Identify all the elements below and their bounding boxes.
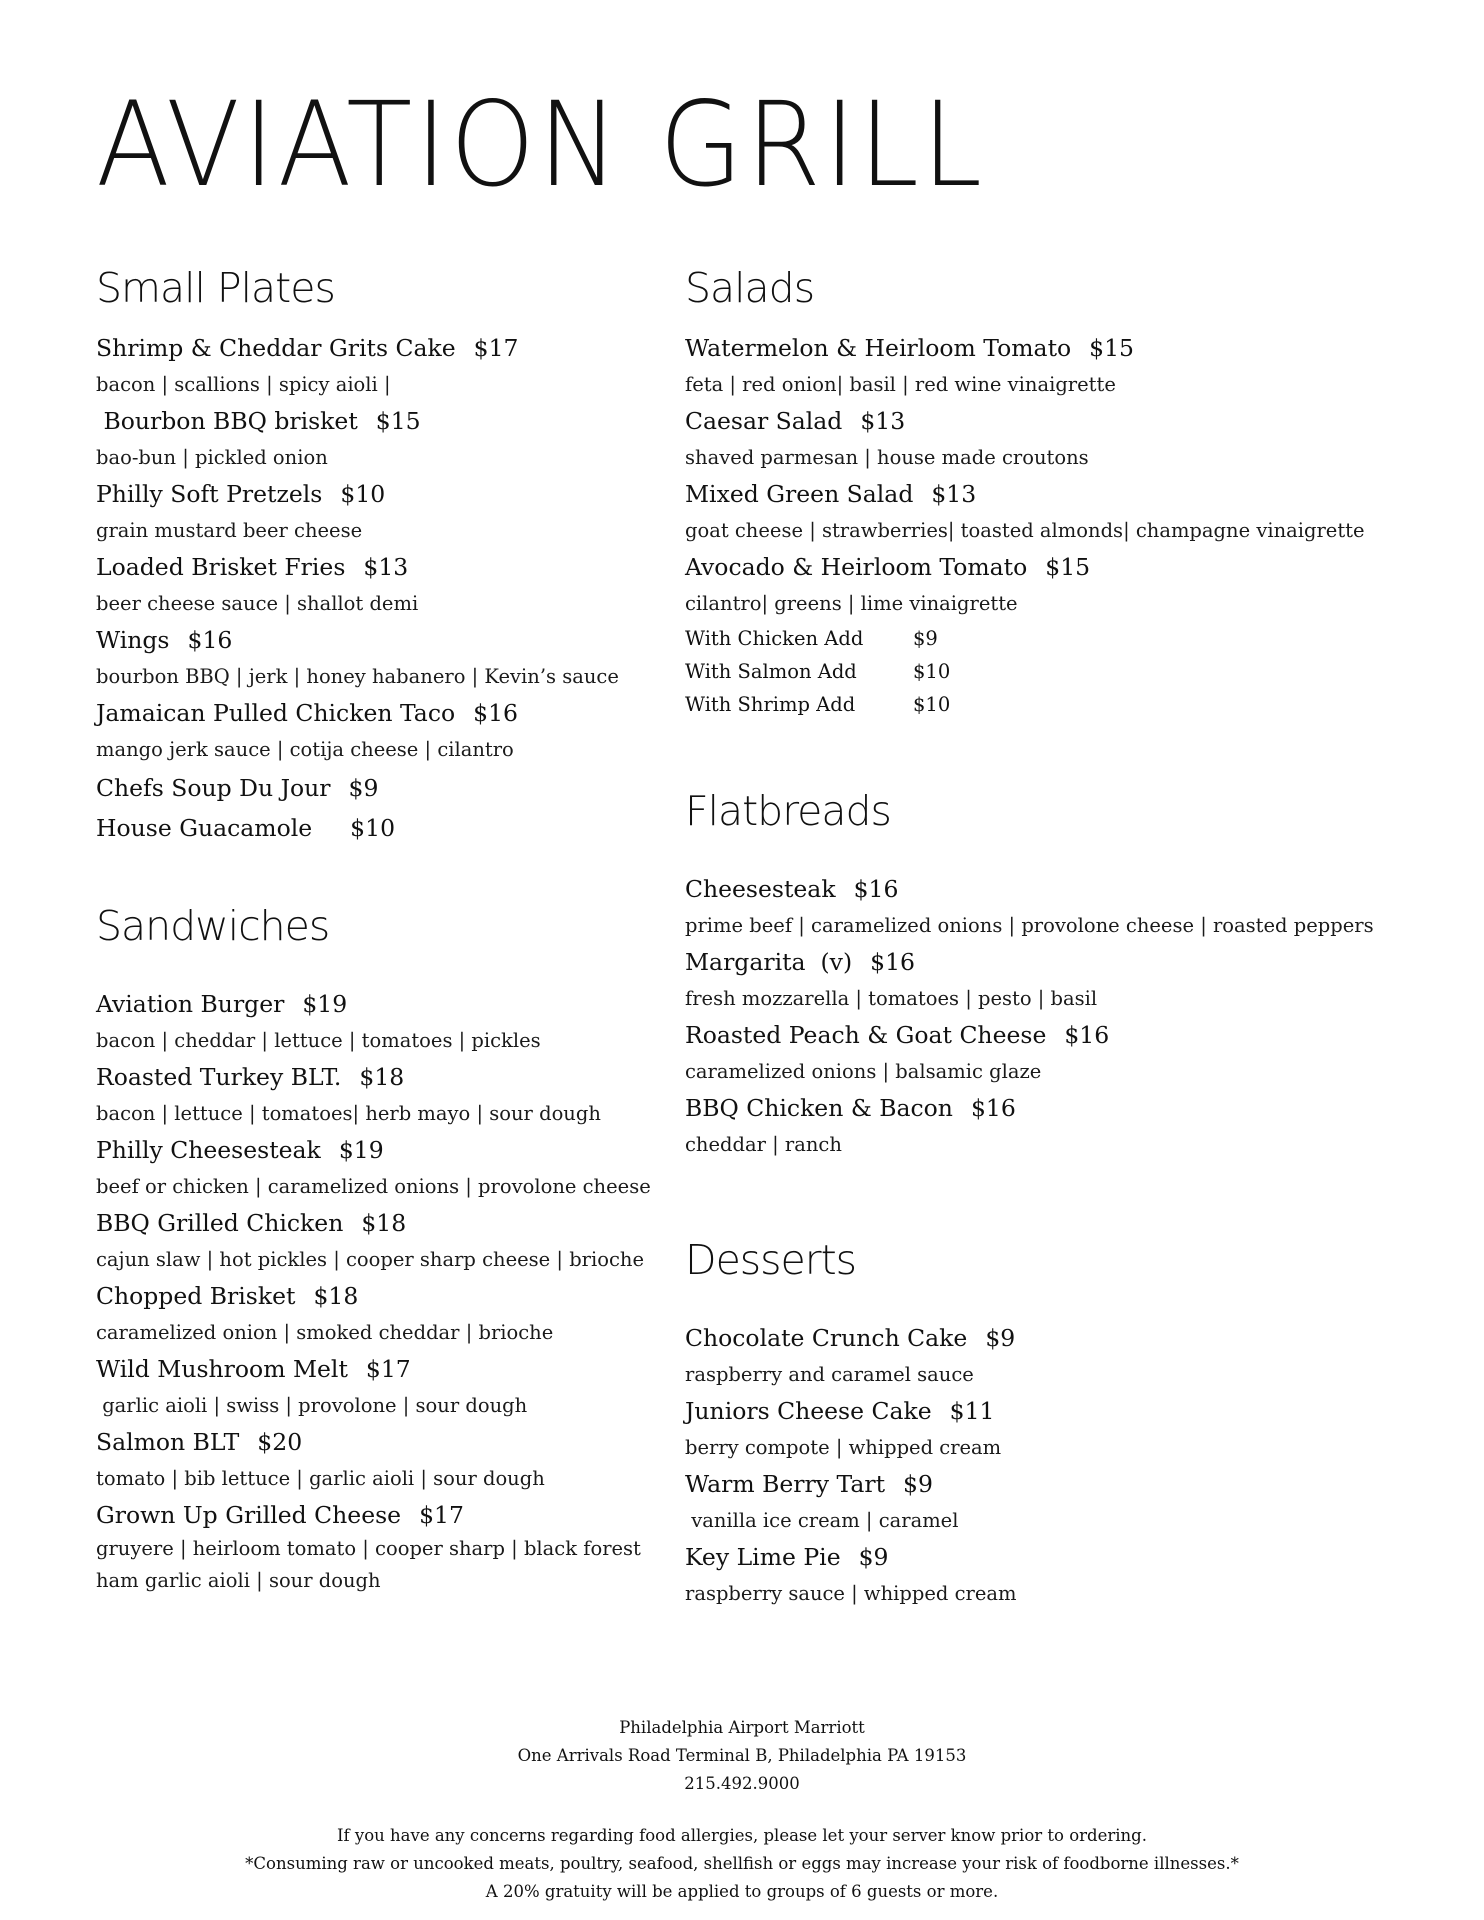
menu-item (96, 695, 736, 768)
menu-item (685, 944, 1325, 1017)
allergy-notice: If you have any concerns regarding food allergies, please let your server know prior to ordering. (337, 1826, 1147, 1845)
menu-title: AVIATION GRILL (96, 78, 986, 214)
item-name-row (96, 476, 736, 512)
item-price: $16 (853, 875, 899, 903)
item-price: $19 (302, 990, 348, 1018)
venue-info (0, 1714, 1484, 1798)
menu-item (685, 403, 1325, 476)
menu-item (685, 871, 1374, 944)
item-name: Wings (96, 626, 170, 654)
add-on-price: $10 (913, 693, 951, 716)
item-price: $16 (473, 699, 518, 727)
item-description: bacon | scallions | spicy aioli | (96, 373, 391, 396)
item-name-row (96, 330, 736, 366)
section-flatbreads (685, 785, 1374, 1163)
menu-item (96, 403, 736, 476)
item-description: shaved parmesan | house made croutons (685, 446, 1089, 469)
item-price: $13 (363, 553, 409, 581)
item-name: Jamaican Pulled Chicken Taco (96, 699, 456, 727)
section-heading: Flatbreads (685, 787, 891, 835)
item-description: beef or chicken | caramelized onions | provolone cheese (96, 1175, 651, 1198)
menu-item (96, 768, 736, 808)
item-price: $9 (858, 1543, 889, 1571)
item-price: $16 (187, 626, 233, 654)
item-name-row (685, 944, 1325, 980)
item-description: gruyere | heirloom tomato | cooper sharp | black forest ham garlic aioli | sour dough (96, 1537, 641, 1592)
item-name-row (96, 549, 736, 585)
item-name-row (685, 476, 1325, 512)
item-name: House Guacamole (96, 814, 313, 842)
item-name: Caesar Salad (685, 407, 843, 435)
item-name: Philly Soft Pretzels (96, 480, 323, 508)
item-name-row (96, 1132, 736, 1168)
item-description: tomato | bib lettuce | garlic aioli | sour dough (96, 1467, 545, 1490)
section-sandwiches (96, 900, 736, 1601)
item-name: Loaded Brisket Fries (96, 553, 346, 581)
item-description: caramelized onion | smoked cheddar | brioche (96, 1321, 554, 1344)
menu-item (96, 1424, 736, 1497)
menu-item (96, 986, 736, 1059)
item-description: prime beef | caramelized onions | provolone cheese | roasted peppers (685, 914, 1374, 937)
item-price: $20 (257, 1428, 303, 1456)
item-description: bacon | cheddar | lettuce | tomatoes | pickles (96, 1029, 541, 1052)
menu-item (685, 1539, 1325, 1612)
item-name-row (685, 871, 1325, 907)
item-description: berry compote | whipped cream (685, 1436, 1002, 1459)
item-name: Warm Berry Tart (685, 1470, 886, 1498)
menu-item (96, 1351, 736, 1424)
item-price: $13 (931, 480, 977, 508)
item-name-row (96, 1278, 736, 1314)
item-price: $16 (870, 948, 915, 976)
item-description: cilantro| greens | lime vinaigrette (685, 592, 1018, 615)
item-name: Mixed Green Salad (685, 480, 914, 508)
item-price: $9 (348, 774, 379, 802)
item-price: $10 (350, 814, 396, 842)
add-on-item (685, 622, 1325, 655)
add-on-list (685, 622, 1325, 721)
item-name-row (96, 1059, 736, 1095)
raw-food-notice: *Consuming raw or uncooked meats, poultry, seafood, shellfish or eggs may increase your risk of foodborne illnesses.* (245, 1854, 1239, 1873)
item-price: $10 (340, 480, 386, 508)
menu-item (96, 476, 736, 549)
item-name-row (96, 808, 736, 848)
item-description: mango jerk sauce | cotija cheese | cilantro (96, 738, 514, 761)
menu-item (96, 1132, 736, 1205)
item-name-row (685, 549, 1325, 585)
venue-phone: 215.492.9000 (684, 1774, 800, 1793)
item-description: garlic aioli | swiss | provolone | sour dough (96, 1394, 528, 1417)
item-name-row (685, 1090, 1325, 1126)
item-description: beer cheese sauce | shallot demi (96, 592, 419, 615)
item-name: Key Lime Pie (685, 1543, 841, 1571)
menu-item-list (96, 986, 736, 1601)
item-name: Bourbon BBQ brisket (96, 407, 358, 435)
menu-item-list (685, 330, 1365, 622)
item-name: BBQ Grilled Chicken (96, 1209, 344, 1237)
section-salads (685, 262, 1365, 721)
item-price: $13 (860, 407, 906, 435)
menu-item (96, 549, 736, 622)
item-price: $15 (375, 407, 421, 435)
item-description: grain mustard beer cheese (96, 519, 363, 542)
section-heading: Salads (685, 264, 815, 312)
item-description: fresh mozzarella | tomatoes | pesto | basil (685, 987, 1098, 1010)
item-name: Salmon BLT (96, 1428, 240, 1456)
section-heading: Sandwiches (96, 902, 330, 950)
item-price: $18 (313, 1282, 359, 1310)
item-description: cajun slaw | hot pickles | cooper sharp cheese | brioche (96, 1248, 644, 1271)
menu-item-list (685, 1320, 1325, 1612)
item-name: Chocolate Crunch Cake (685, 1324, 968, 1352)
item-name-row (96, 1497, 736, 1533)
item-name: Wild Mushroom Melt (96, 1355, 348, 1383)
menu-item (685, 330, 1325, 403)
menu-item (685, 476, 1365, 549)
venue-address: One Arrivals Road Terminal B, Philadelphia PA 19153 (517, 1746, 967, 1765)
item-name-row (685, 1320, 1325, 1356)
item-name: Philly Cheesesteak (96, 1136, 321, 1164)
menu-item (96, 1278, 736, 1351)
item-price: $17 (473, 334, 519, 362)
menu-item (685, 1393, 1325, 1466)
add-on-item (685, 688, 1325, 721)
item-price: $17 (365, 1355, 411, 1383)
menu-item-list (96, 330, 736, 848)
item-name-row (685, 330, 1325, 366)
item-name-row (685, 1466, 1325, 1502)
item-name: Juniors Cheese Cake (685, 1397, 932, 1425)
item-name-row (96, 768, 736, 808)
venue-name: Philadelphia Airport Marriott (619, 1718, 865, 1737)
item-name-row (96, 622, 736, 658)
gratuity-notice: A 20% gratuity will be applied to groups of 6 guests or more. (485, 1882, 999, 1901)
item-name-row (685, 403, 1325, 439)
item-description: caramelized onions | balsamic glaze (685, 1060, 1042, 1083)
item-name-row (685, 1539, 1325, 1575)
item-name-row (96, 1351, 736, 1387)
item-name: Grown Up Grilled Cheese (96, 1501, 402, 1529)
add-on-item (685, 655, 1325, 688)
item-name: Cheesesteak (685, 875, 836, 903)
item-description: raspberry sauce | whipped cream (685, 1582, 1017, 1605)
add-on-label: With Shrimp Add (685, 693, 856, 716)
item-price: $15 (1045, 553, 1091, 581)
item-price: $9 (903, 1470, 933, 1498)
item-price: $19 (338, 1136, 384, 1164)
item-description: cheddar | ranch (685, 1133, 842, 1156)
item-price: $17 (419, 1501, 464, 1529)
item-price: $16 (970, 1094, 1016, 1122)
add-on-price: $10 (913, 660, 951, 683)
item-name: Avocado & Heirloom Tomato (685, 553, 1028, 581)
section-desserts (685, 1234, 1325, 1612)
item-name: Watermelon & Heirloom Tomato (685, 334, 1072, 362)
item-name-row (96, 695, 736, 731)
item-name-row (96, 403, 736, 439)
legal-notices (0, 1822, 1484, 1906)
menu-item (685, 1466, 1325, 1539)
item-description: bourbon BBQ | jerk | honey habanero | Kevin’s sauce (96, 665, 619, 688)
item-price: $9 (985, 1324, 1016, 1352)
item-price: $18 (361, 1209, 407, 1237)
menu-item (96, 1497, 736, 1601)
item-name: Margarita (v) (685, 948, 853, 976)
item-name: Chefs Soup Du Jour (96, 774, 331, 802)
item-name: Roasted Turkey BLT. (96, 1063, 342, 1091)
item-price: $11 (949, 1397, 995, 1425)
item-name: BBQ Chicken & Bacon (685, 1094, 953, 1122)
item-name-row (96, 986, 736, 1022)
item-name-row (96, 1424, 736, 1460)
menu-item (96, 808, 736, 848)
item-description: vanilla ice cream | caramel (685, 1509, 959, 1532)
menu-item (685, 1017, 1325, 1090)
item-name: Aviation Burger (96, 990, 285, 1018)
menu-item (685, 549, 1325, 622)
add-on-label: With Chicken Add (685, 627, 864, 650)
item-price: $15 (1089, 334, 1135, 362)
item-name-row (685, 1017, 1325, 1053)
item-name: Shrimp & Cheddar Grits Cake (96, 334, 456, 362)
item-description: bao-bun | pickled onion (96, 446, 328, 469)
add-on-label: With Salmon Add (685, 660, 857, 683)
menu-item (685, 1320, 1325, 1393)
item-name-row (96, 1205, 736, 1241)
item-description: goat cheese | strawberries| toasted almonds| champagne vinaigrette (685, 519, 1365, 542)
menu-item (96, 622, 736, 695)
menu-item (685, 1090, 1325, 1163)
item-price: $18 (359, 1063, 405, 1091)
item-name-row (685, 1393, 1325, 1429)
section-heading: Desserts (685, 1236, 857, 1284)
section-small-plates (96, 262, 736, 848)
menu-item (96, 1205, 736, 1278)
add-on-price: $9 (913, 627, 938, 650)
section-heading: Small Plates (96, 264, 335, 312)
menu-item-list (685, 871, 1374, 1163)
item-description: feta | red onion| basil | red wine vinaigrette (685, 373, 1116, 396)
menu-item (96, 330, 736, 403)
item-price: $16 (1064, 1021, 1110, 1049)
item-description: raspberry and caramel sauce (685, 1363, 974, 1386)
item-description: bacon | lettuce | tomatoes| herb mayo | sour dough (96, 1102, 601, 1125)
item-name: Roasted Peach & Goat Cheese (685, 1021, 1047, 1049)
item-name: Chopped Brisket (96, 1282, 296, 1310)
menu-item (96, 1059, 736, 1132)
